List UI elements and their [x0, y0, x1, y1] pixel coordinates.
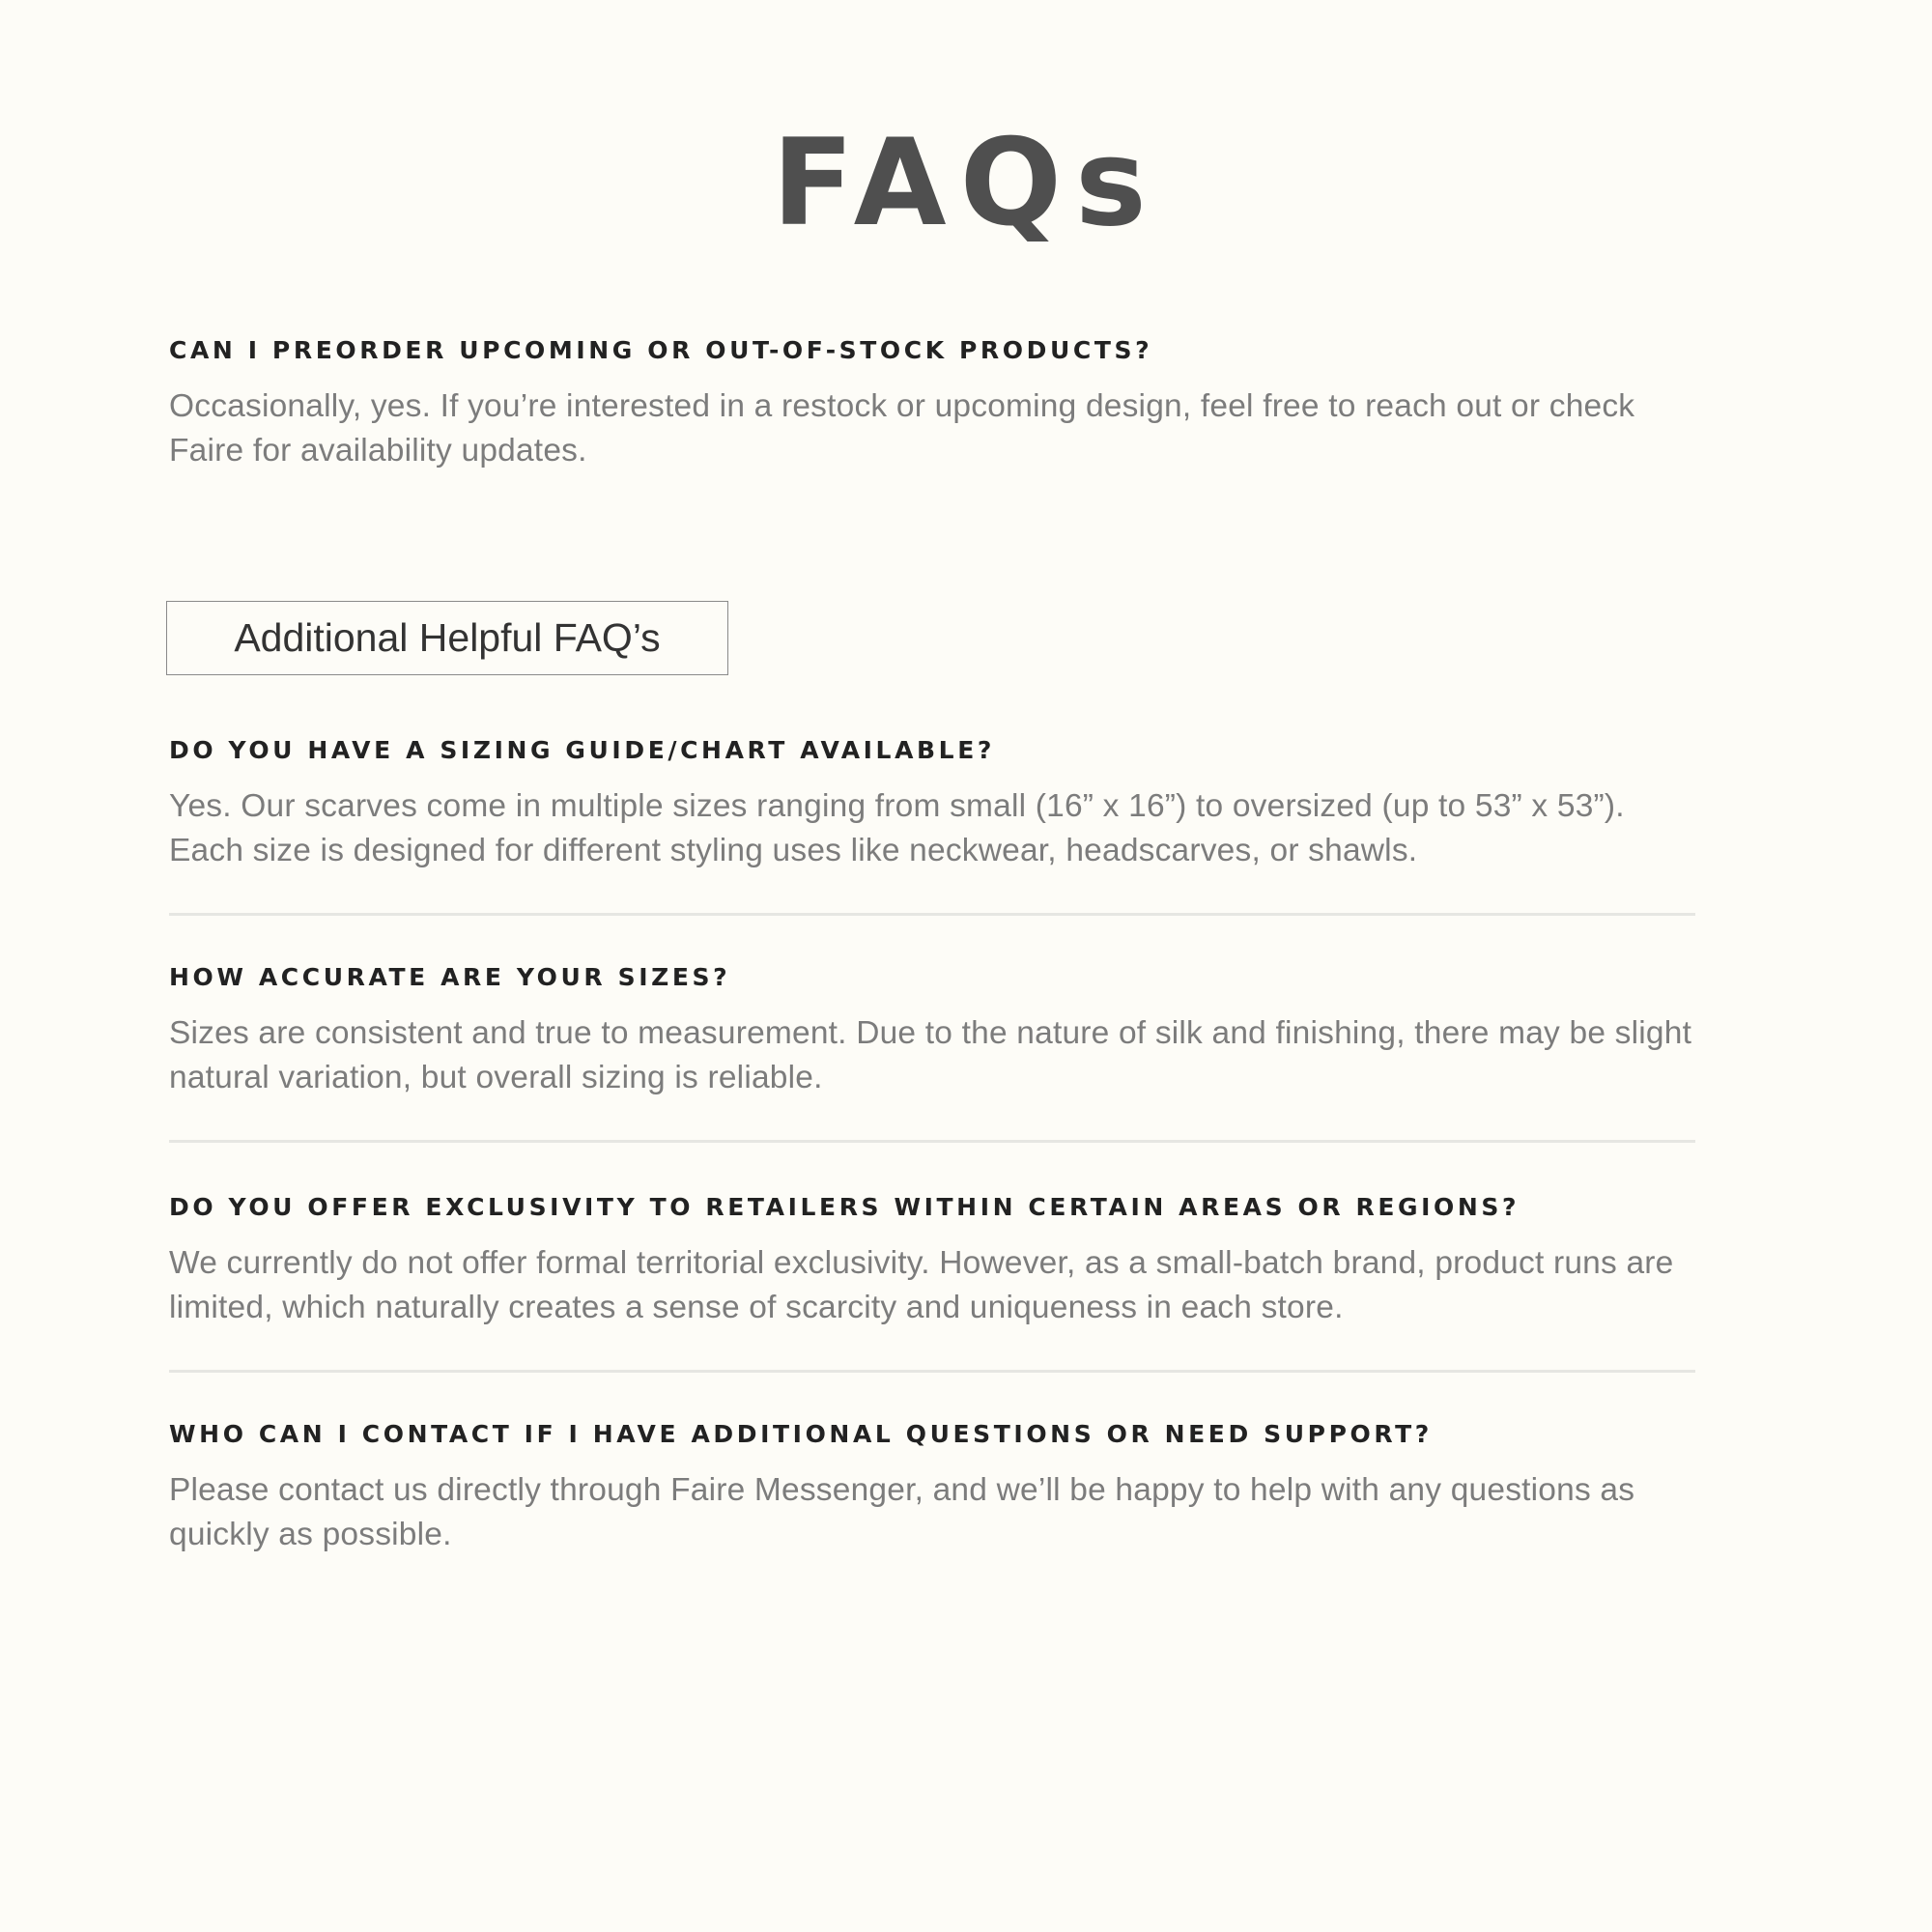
faq-answer: Please contact us directly through Faire Messenger, and we’ll be happy to help with any questions as quickly as possible.: [169, 1472, 1635, 1552]
faq-answer: Yes. Our scarves come in multiple sizes ranging from small (16” x 16”) to oversized (up to 53” x 53”). Each size is designed for different styling uses like neckwear, headscarves, or shawls.: [169, 788, 1625, 868]
faq-divider: [169, 1370, 1695, 1373]
faq-item-contact: [169, 1420, 1695, 1557]
faq-divider: [169, 913, 1695, 916]
faq-answer: Occasionally, yes. If you’re interested in a restock or upcoming design, feel free to reach out or check Faire for availability updates.: [169, 388, 1635, 469]
faq-item-sizing-guide: [169, 736, 1695, 873]
faq-question: CAN I PREORDER UPCOMING OR OUT-OF-STOCK PRODUCTS?: [169, 336, 1153, 364]
faq-item-preorder: [169, 336, 1695, 473]
faq-item-size-accuracy: [169, 963, 1695, 1100]
faq-question: HOW ACCURATE ARE YOUR SIZES?: [169, 963, 731, 991]
faq-answer: Sizes are consistent and true to measurement. Due to the nature of silk and finishing, there may be slight natural variation, but overall sizing is reliable.: [169, 1015, 1692, 1095]
faq-divider: [169, 1140, 1695, 1143]
faq-question: DO YOU HAVE A SIZING GUIDE/CHART AVAILABLE?: [169, 736, 995, 764]
faq-question: DO YOU OFFER EXCLUSIVITY TO RETAILERS WITHIN CERTAIN AREAS OR REGIONS?: [169, 1193, 1520, 1221]
faq-question: WHO CAN I CONTACT IF I HAVE ADDITIONAL QUESTIONS OR NEED SUPPORT?: [169, 1420, 1433, 1448]
section-heading-box: Additional Helpful FAQ’s: [166, 601, 728, 675]
faq-item-exclusivity: [169, 1193, 1695, 1330]
page-title: FAQs: [772, 114, 1160, 253]
faq-answer: We currently do not offer formal territorial exclusivity. However, as a small-batch brand, product runs are limited, which naturally creates a sense of scarcity and uniqueness in each store.: [169, 1245, 1674, 1325]
